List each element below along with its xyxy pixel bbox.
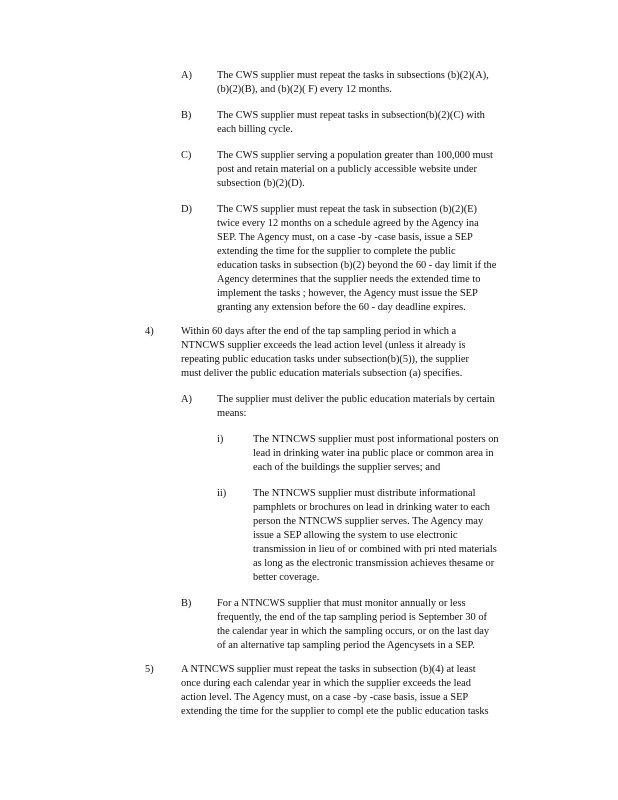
text-line: better coverage. xyxy=(253,572,320,583)
text-line: The CWS supplier serving a population greater than 100,000 must xyxy=(217,150,493,161)
item-label: i) xyxy=(217,434,224,445)
text-line: subsection (b)(2)(D). xyxy=(217,178,305,189)
text-line: The NTNCWS supplier must distribute informational xyxy=(253,488,476,499)
text-line: The CWS supplier must repeat the task in subsection (b)(2)(E) xyxy=(217,204,477,215)
text-line: Within 60 days after the end of the tap sampling period in which a xyxy=(181,326,457,337)
text-line: each of the buildings the supplier serves; and xyxy=(253,462,441,473)
text-line: The CWS supplier must repeat the tasks in subsections (b)(2)(A), xyxy=(217,70,489,81)
item-text xyxy=(217,109,535,137)
item-label: B) xyxy=(181,598,192,609)
text-line: issue a SEP allowing the system to use electronic xyxy=(253,530,458,541)
text-line: must deliver the public education materials subsection (a) specifies. xyxy=(181,368,463,379)
text-line: person the NTNCWS supplier serves. The Agency may xyxy=(253,516,484,527)
item-label: A) xyxy=(181,70,192,81)
text-line: once during each calendar year in which the supplier exceeds the lead xyxy=(181,678,471,689)
text-line: the calendar year in which the sampling occurs, or on the last day xyxy=(217,626,490,637)
item-label: 5) xyxy=(145,664,154,675)
text-line: implement the tasks ; however, the Agency must issue the SEP xyxy=(217,288,478,299)
item-label: C) xyxy=(181,150,192,161)
item-text xyxy=(253,433,536,475)
item-text xyxy=(217,203,535,315)
text-line: twice every 12 months on a schedule agreed by the Agency ina xyxy=(217,218,479,229)
text-line: extending the time for the supplier to compl ete the public education tasks xyxy=(181,706,489,717)
item-text xyxy=(217,393,535,421)
text-line: each billing cycle. xyxy=(217,124,293,135)
text-line: (b)(2)(B), and (b)(2)( F) every 12 months. xyxy=(217,84,392,95)
text-line: frequently, the end of the tap sampling period is September 30 of xyxy=(217,612,487,623)
item-label: ii) xyxy=(217,488,227,499)
text-line: post and retain material on a publicly accessible website under xyxy=(217,164,477,175)
item-text xyxy=(217,149,535,191)
text-line: action level. The Agency must, on a case -by -case basis, issue a SEP xyxy=(181,692,469,703)
text-line: NTNCWS supplier exceeds the lead action level (unless it already is xyxy=(181,340,466,351)
text-line: For a NTNCWS supplier that must monitor annually or less xyxy=(217,598,466,609)
text-line: Agency determines that the supplier needs the extended time to xyxy=(217,274,481,285)
item-label: 4) xyxy=(145,326,154,337)
text-line: The supplier must deliver the public education materials by certain xyxy=(217,394,495,405)
text-line: lead in drinking water ina public place or common area in xyxy=(253,448,494,459)
item-text xyxy=(253,487,536,585)
text-line: means: xyxy=(217,408,247,419)
item-text xyxy=(181,325,511,381)
text-line: granting any extension before the 60 - day deadline expires. xyxy=(217,302,466,313)
text-line: The NTNCWS supplier must post informational posters on xyxy=(253,434,499,445)
item-label: A) xyxy=(181,394,192,405)
text-line: transmission in lieu of or combined with pri nted materials xyxy=(253,544,497,555)
item-text xyxy=(217,597,535,653)
item-text xyxy=(181,663,517,719)
item-label: D) xyxy=(181,204,192,215)
text-line: A NTNCWS supplier must repeat the tasks in subsection (b)(4) at least xyxy=(181,664,476,675)
text-line: as long as the electronic transmission achieves thesame or xyxy=(253,558,495,569)
text-line: repeating public education tasks under subsection(b)(5)), the supplier xyxy=(181,354,469,365)
text-line: The CWS supplier must repeat tasks in subsection(b)(2)(C) with xyxy=(217,110,485,121)
text-line: pamphlets or brochures on lead in drinking water to each xyxy=(253,502,490,513)
text-line: extending the time for the supplier to complete the public xyxy=(217,246,456,257)
item-text xyxy=(217,69,535,97)
text-line: of an alternative tap sampling period the Agencysets in a SEP. xyxy=(217,640,475,651)
item-label: B) xyxy=(181,110,192,121)
text-line: education tasks in subsection (b)(2) beyond the 60 - day limit if the xyxy=(217,260,497,271)
text-line: SEP. The Agency must, on a case -by -case basis, issue a SEP xyxy=(217,232,473,243)
